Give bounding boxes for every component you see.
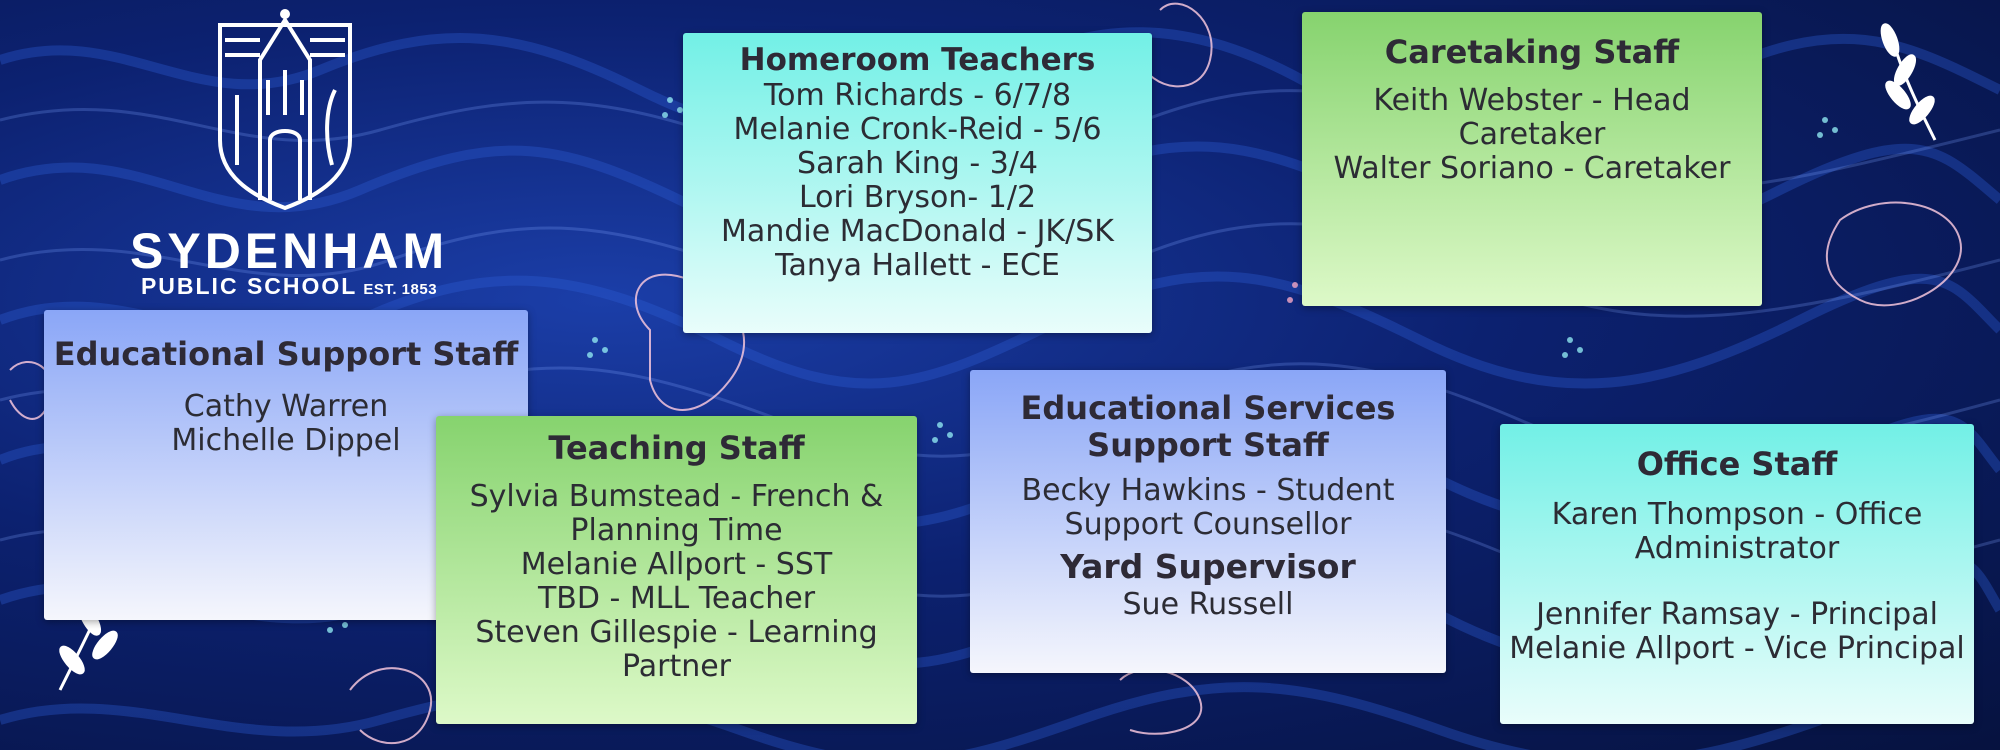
- office-line: Melanie Allport - Vice Principal: [1509, 631, 1965, 666]
- homeroom-line: Tanya Hallett - ECE: [775, 248, 1060, 283]
- office-staff-card: [1500, 424, 1974, 724]
- edservices-title-line2: Support Staff: [1087, 426, 1329, 464]
- homeroom-line: Tom Richards - 6/7/8: [763, 78, 1072, 113]
- logo-name: SYDENHAM: [130, 223, 449, 279]
- caretaking-title: Caretaking Staff: [1384, 33, 1680, 71]
- teaching-line: Sylvia Bumstead - French &: [469, 479, 884, 514]
- teaching-line: Steven Gillespie - Learning: [475, 615, 878, 650]
- yard-supervisor-line: Sue Russell: [1122, 587, 1294, 622]
- teaching-line: Melanie Allport - SST: [520, 547, 833, 582]
- homeroom-title: Homeroom Teachers: [739, 42, 1096, 78]
- school-crest-icon: [120, 0, 450, 220]
- office-line: Administrator: [1634, 531, 1840, 566]
- edservices-line: Support Counsellor: [1064, 507, 1352, 542]
- office-line: Jennifer Ramsay - Principal: [1536, 597, 1938, 632]
- homeroom-line: Melanie Cronk-Reid - 5/6: [733, 112, 1102, 147]
- teaching-line: Partner: [621, 649, 732, 684]
- logo-subtitle: [134, 273, 444, 300]
- homeroom-teachers-card: [683, 33, 1152, 333]
- office-spacer: [1500, 566, 1974, 598]
- homeroom-line: Sarah King - 3/4: [797, 146, 1038, 181]
- educational-services-support-staff-card: [970, 370, 1446, 673]
- edservices-title: [970, 390, 1446, 464]
- logo-sub-text: PUBLIC SCHOOL: [140, 273, 358, 299]
- homeroom-line: Lori Bryson- 1/2: [798, 180, 1037, 215]
- teaching-line: Planning Time: [570, 513, 783, 548]
- teaching-title: Teaching Staff: [548, 429, 805, 467]
- homeroom-line: Mandie MacDonald - JK/SK: [721, 214, 1114, 249]
- edsupport-line: Michelle Dippel: [171, 423, 401, 458]
- yard-supervisor-title: Yard Supervisor: [1060, 547, 1356, 586]
- edsupport-title: Educational Support Staff: [53, 335, 519, 373]
- teaching-staff-card: [436, 416, 917, 724]
- caretaking-staff-card: [1302, 12, 1762, 306]
- school-logo: [120, 0, 450, 300]
- caretaking-line: Keith Webster - Head: [1373, 83, 1691, 118]
- caretaking-line: Walter Soriano - Caretaker: [1333, 151, 1731, 186]
- teaching-line: TBD - MLL Teacher: [537, 581, 816, 616]
- office-title: Office Staff: [1636, 445, 1838, 483]
- logo-est: EST. 1853: [363, 281, 438, 298]
- office-line: Karen Thompson - Office: [1551, 497, 1923, 532]
- edservices-line: Becky Hawkins - Student: [1021, 473, 1395, 508]
- edsupport-line: Cathy Warren: [183, 389, 389, 424]
- edservices-title-line1: Educational Services: [1020, 389, 1396, 427]
- caretaking-line: Caretaker: [1458, 117, 1606, 152]
